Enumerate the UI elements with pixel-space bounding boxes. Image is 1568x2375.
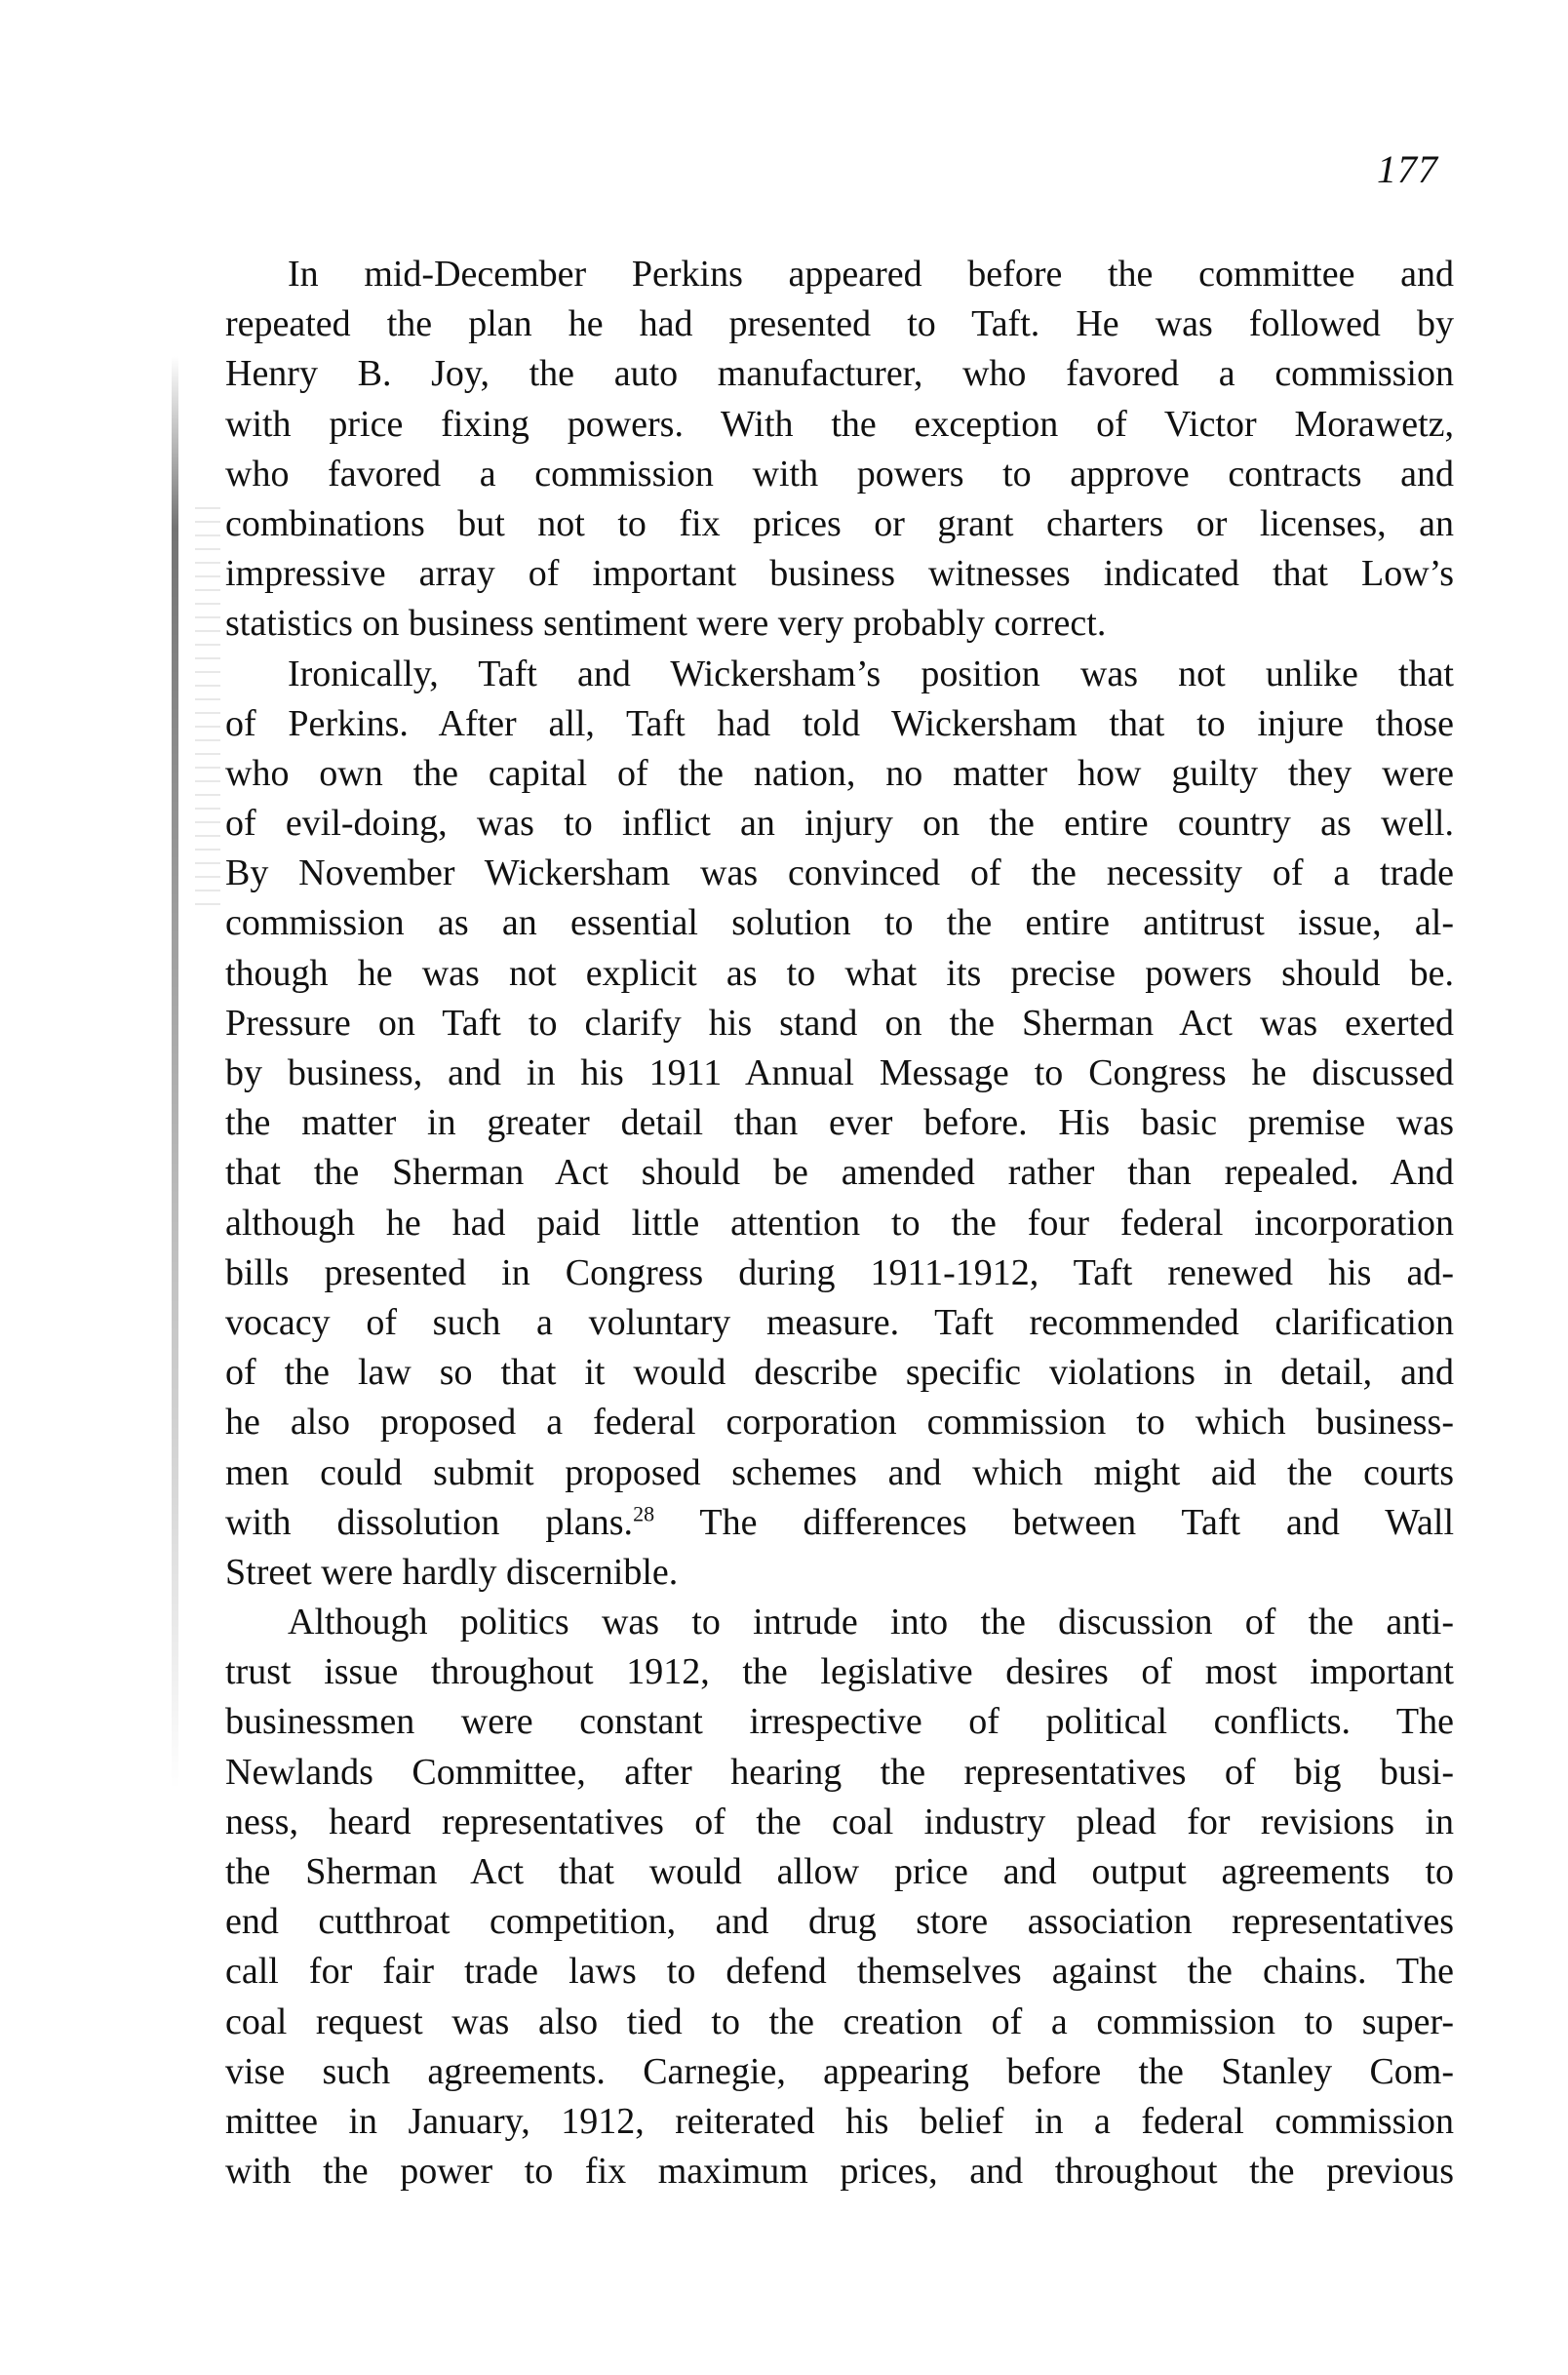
text-line: end cutthroat competition, and drug store association representatives xyxy=(225,1901,1454,1943)
page-number: 177 xyxy=(1377,147,1438,191)
text-line: businessmen were constant irrespective of political conflicts. The xyxy=(225,1701,1454,1743)
text-line: vocacy of such a voluntary measure. Taft recommended clarification xyxy=(225,1301,1454,1343)
text-line: that the Sherman Act should be amended rather than repealed. And xyxy=(225,1152,1454,1194)
text-line: of evil-doing, was to inflict an injury on the entire country as well. xyxy=(225,803,1454,845)
text-line: Ironically, Taft and Wickersham’s position was not unlike that xyxy=(288,653,1454,694)
text-line: who own the capital of the nation, no matter how guilty they were xyxy=(225,752,1454,794)
text-line: though he was not explicit as to what its precise powers should be. xyxy=(225,952,1454,994)
text-line: Street were hardly discernible. xyxy=(225,1551,679,1593)
text-line: coal request was also tied to the creation of a commission to super- xyxy=(225,2000,1454,2042)
binding-shadow xyxy=(172,356,178,1790)
text-line: By November Wickersham was convinced of the necessity of a trade xyxy=(225,852,1454,894)
text-line: call for fair trade laws to defend themselves against the chains. The xyxy=(225,1951,1454,1993)
text-line: mittee in January, 1912, reiterated his belief in a federal commission xyxy=(225,2100,1454,2142)
text-line: Pressure on Taft to clarify his stand on the Sherman Act was exerted xyxy=(225,1002,1454,1044)
text-line: of Perkins. After all, Taft had told Wickersham that to injure those xyxy=(225,702,1454,744)
text-line: he also proposed a federal corporation commission to which business- xyxy=(225,1402,1454,1444)
text-line: the Sherman Act that would allow price and output agreements to xyxy=(225,1851,1454,1892)
text-line: although he had paid little attention to the four federal incorporation xyxy=(225,1202,1454,1244)
text-line: men could submit proposed schemes and which might aid the courts xyxy=(225,1451,1454,1493)
text-line: the matter in greater detail than ever before. His basic premise was xyxy=(225,1102,1454,1144)
text-line: ness, heard representatives of the coal industry plead for revisions in xyxy=(225,1801,1454,1842)
text-line: impressive array of important business witnesses indicated that Low’s xyxy=(225,553,1454,595)
text-line: statistics on business sentiment were very probably correct. xyxy=(225,603,1107,645)
text-line: Henry B. Joy, the auto manufacturer, who favored a commission xyxy=(225,353,1454,395)
body-text xyxy=(225,250,1454,2197)
text-line: by business, and in his 1911 Annual Message to Congress he discussed xyxy=(225,1052,1454,1093)
text-line: with the power to fix maximum prices, and throughout the previous xyxy=(225,2151,1454,2193)
text-line-with-footnote xyxy=(225,1498,1454,1548)
text-line: repeated the plan he had presented to Taft. He was followed by xyxy=(225,303,1454,345)
text-line: with price fixing powers. With the exception of Victor Morawetz, xyxy=(225,403,1454,445)
text-line: bills presented in Congress during 1911-1912, Taft renewed his ad- xyxy=(225,1251,1454,1293)
text-line: who favored a commission with powers to approve contracts and xyxy=(225,453,1454,495)
text-line: combinations but not to fix prices or grant charters or licenses, an xyxy=(225,502,1454,544)
text-line: trust issue throughout 1912, the legislative desires of most important xyxy=(225,1651,1454,1693)
text-fragment: with dissolution plans. xyxy=(225,1501,634,1543)
text-line: Newlands Committee, after hearing the representatives of big busi- xyxy=(225,1751,1454,1793)
text-line: of the law so that it would describe specific violations in detail, and xyxy=(225,1352,1454,1394)
text-line: In mid-December Perkins appeared before the committee and xyxy=(288,254,1454,295)
text-line: vise such agreements. Carnegie, appearing before the Stanley Com- xyxy=(225,2050,1454,2092)
scan-speckle xyxy=(195,507,220,917)
text-fragment: The differences between Taft and Wall xyxy=(699,1501,1455,1543)
text-line: commission as an essential solution to the entire antitrust issue, al- xyxy=(225,902,1454,944)
text-line: Although politics was to intrude into the discussion of the anti- xyxy=(288,1602,1454,1643)
footnote-marker: 28 xyxy=(633,1501,655,1526)
